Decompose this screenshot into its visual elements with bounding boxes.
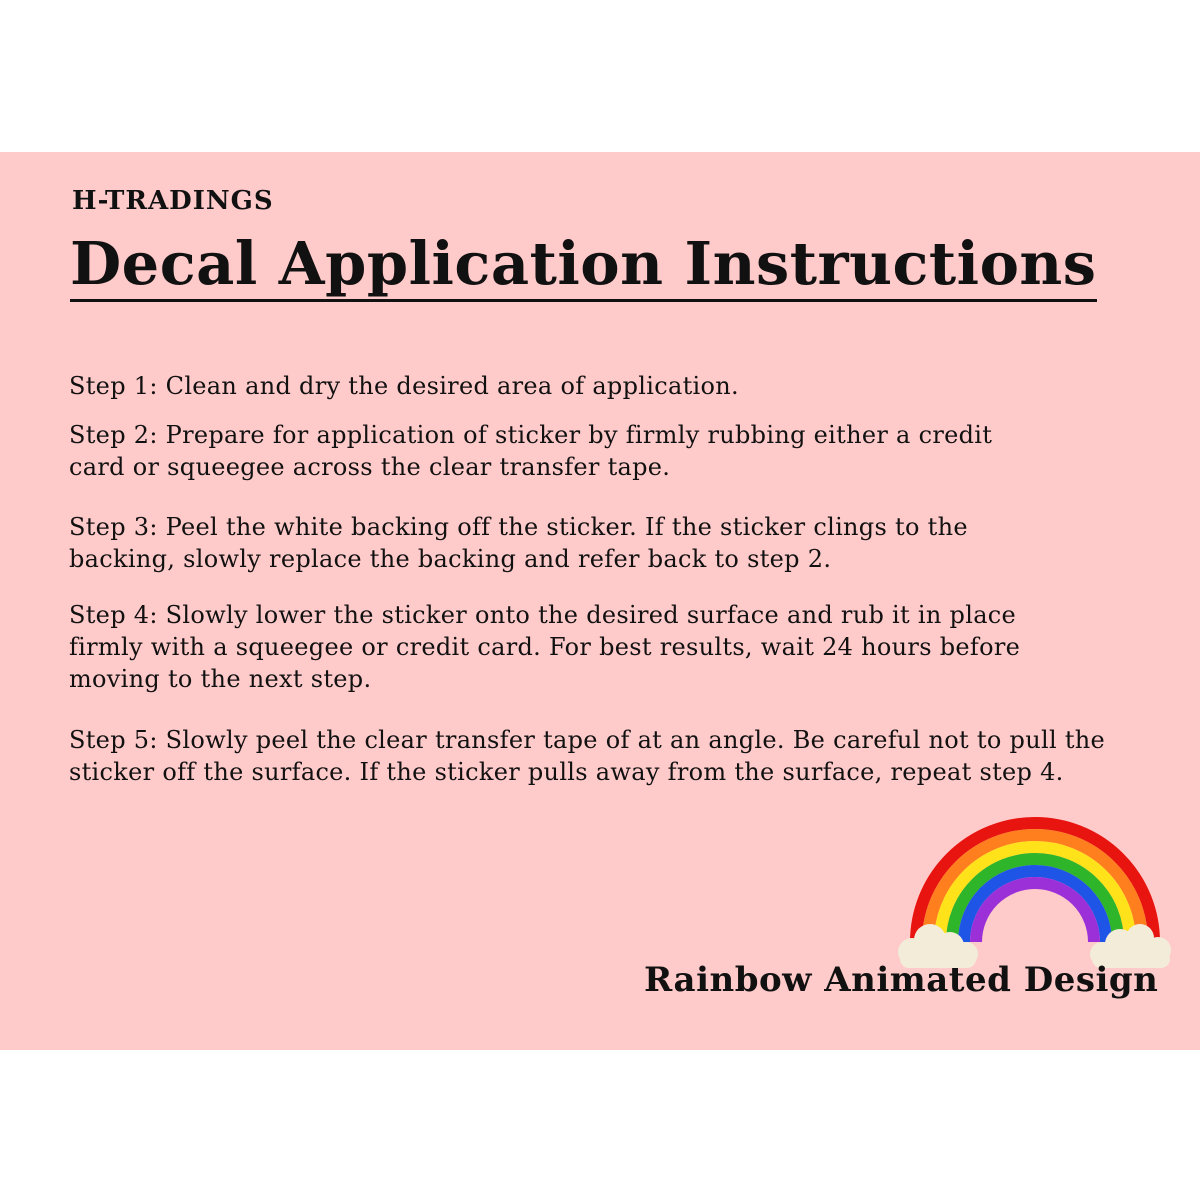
step-4-text: Step 4: Slowly lower the sticker onto the desired surface and rub it in place firmly with a squeegee or credit card. For best results, wait 24 hours before moving to the next step. (69, 601, 1021, 693)
brand-name: H-TRADINGS (72, 186, 274, 216)
step-5-text: Step 5: Slowly peel the clear transfer tape of at an angle. Be careful not to pull the sticker off the surface. If the sticker pulls away from the surface, repeat step 4. (69, 726, 1106, 786)
rainbow-icon (890, 812, 1180, 977)
step-3-text: Step 3: Peel the white backing off the sticker. If the sticker clings to the backing, slowly replace the backing and refer back to step 2. (69, 513, 968, 573)
instruction-card (0, 152, 1200, 1050)
page-title: Decal Application Instructions (70, 232, 1097, 302)
step-2-text: Step 2: Prepare for application of sticker by firmly rubbing either a credit card or squeegee across the clear transfer tape. (69, 421, 993, 481)
design-name-label: Rainbow Animated Design (644, 960, 1159, 1000)
step-1-text: Step 1: Clean and dry the desired area of application. (69, 372, 739, 400)
rainbow-band-purple (976, 883, 1094, 942)
